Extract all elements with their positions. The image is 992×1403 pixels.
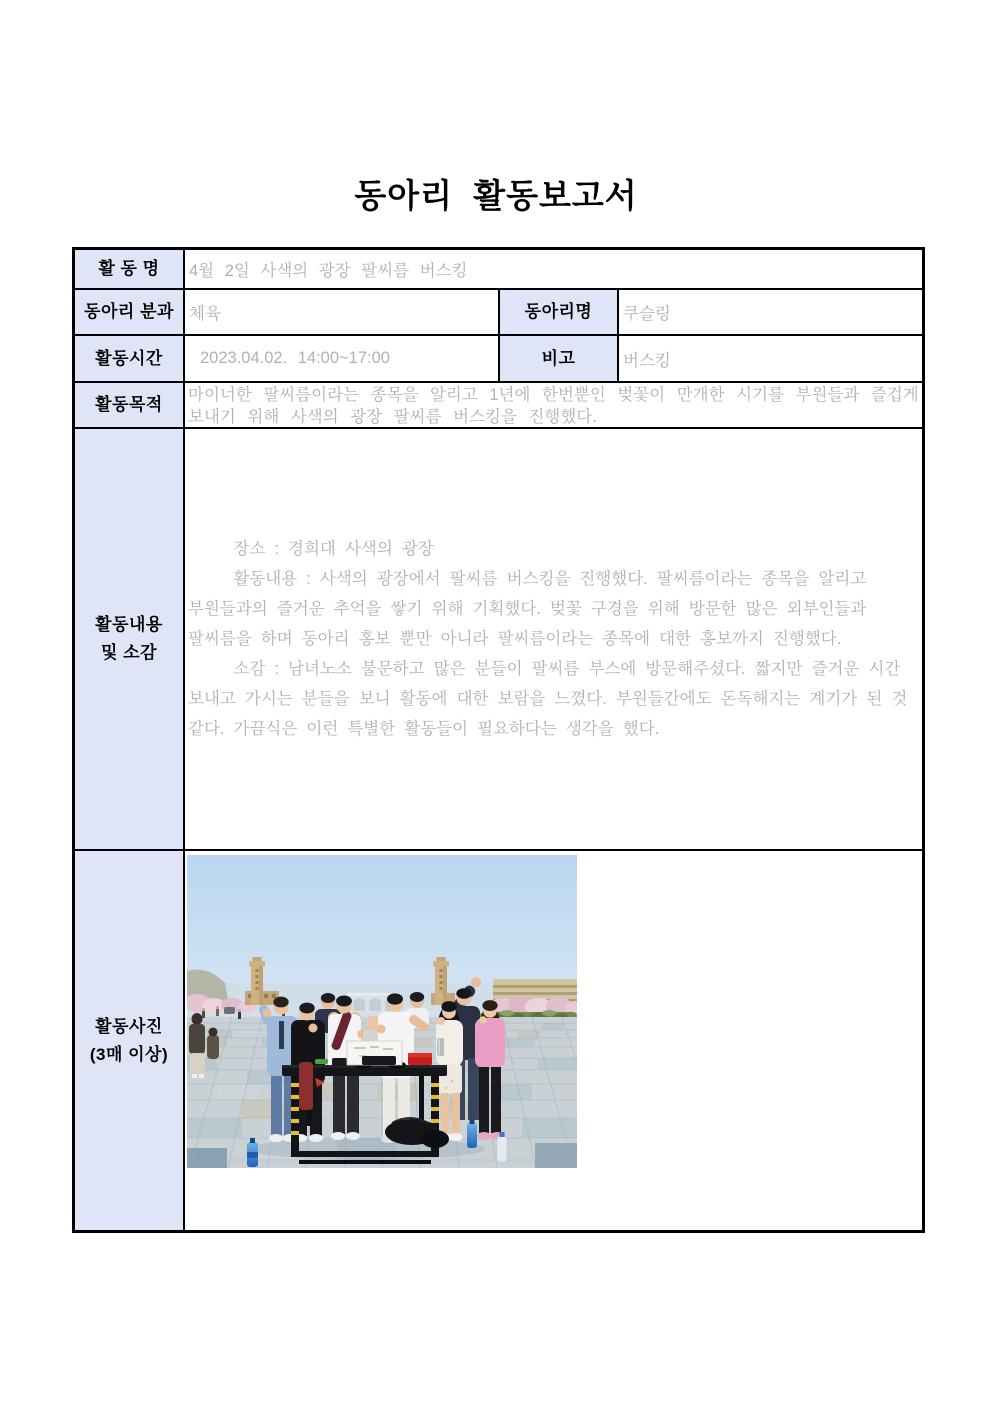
page-title: 동아리 활동보고서 bbox=[354, 177, 638, 214]
label-photo-line2: (3매 이상) bbox=[89, 1044, 169, 1064]
label-content bbox=[75, 429, 185, 849]
label-photo bbox=[75, 851, 185, 1230]
row-content bbox=[75, 429, 922, 851]
label-club-name: 동아리명 bbox=[500, 290, 619, 334]
value-purpose bbox=[185, 383, 922, 427]
label-division: 동아리 분과 bbox=[75, 290, 185, 334]
activity-photo bbox=[187, 855, 577, 1168]
content-text: 장소 : 경희대 사색의 광장 활동내용 : 사색의 광장에서 팔씨름 버스킹을 진행했다. 팔씨름이라는 종목을 알리고 부원들과의 즐거운 추억을 쌓기 위해 기획했다. 벚꽃 구경을 위해 방문한 많은 외부인들과 팔씨름을 하며 동아리 홍보 뿐만 아니라 팔씨름이라는 종목에 대한 홍보까지 진행했다. 소감 : 남녀노소 불문하고 많은 분들이 팔씨름 부스에 방문해주셨다. 짧지만 즐거운 시간 보내고 가시는 분들을 보니 활동에 대한 보람을 느꼈다. 부원들간에도 돈독해지는 계기가 된 것 같다. 가끔식은 이런 특별한 활동들이 필요하다는 생각을 했다. bbox=[188, 540, 908, 738]
purpose-text: 마이너한 팔씨름이라는 종목을 알리고 1년에 한번뿐인 벚꽃이 만개한 시기를 부원들과 즐겁게 보내기 위해 사색의 광장 팔씨름 버스킹을 진행했다. bbox=[188, 386, 919, 426]
label-activity-name: 활 동 명 bbox=[75, 250, 185, 288]
activity-report-table bbox=[72, 247, 925, 1233]
label-note: 비고 bbox=[500, 336, 619, 381]
row-division-clubname bbox=[75, 290, 922, 336]
value-activity-name: 4월 2일 사색의 광장 팔씨름 버스킹 bbox=[189, 262, 468, 280]
row-photo bbox=[75, 851, 922, 1230]
row-purpose bbox=[75, 383, 922, 429]
row-activity-name bbox=[75, 250, 922, 290]
value-club-name: 쿠슬링 bbox=[623, 305, 671, 323]
label-purpose: 활동목적 bbox=[75, 383, 185, 427]
row-time-note bbox=[75, 336, 922, 383]
value-photo bbox=[185, 851, 922, 1230]
label-activity-time: 활동시간 bbox=[75, 336, 185, 381]
value-division: 체육 bbox=[185, 290, 500, 334]
value-note: 버스킹 bbox=[623, 351, 671, 370]
label-photo-line1: 활동사진 bbox=[95, 1016, 163, 1036]
value-content bbox=[185, 429, 922, 849]
label-content-line1: 활동내용 bbox=[95, 615, 163, 634]
value-activity-time: 2023.04.02. 14:00~17:00 bbox=[185, 336, 500, 381]
label-content-line2: 및 소감 bbox=[101, 643, 157, 662]
